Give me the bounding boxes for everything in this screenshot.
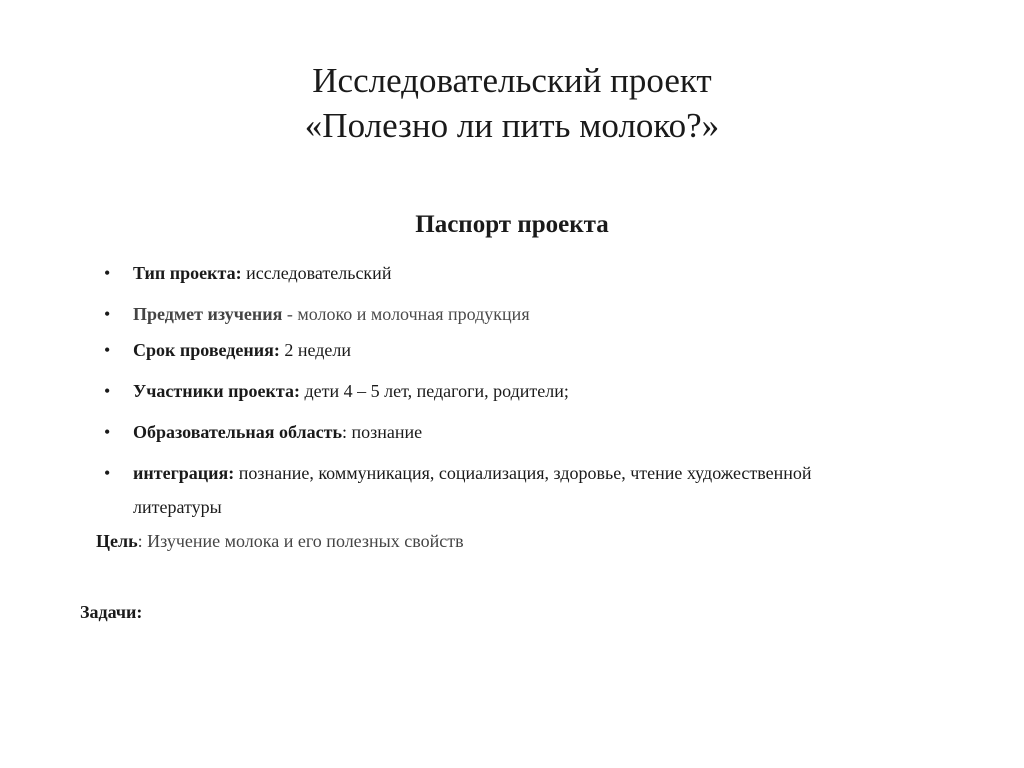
item-value: познание, коммуникация, социализация, здоровье, чтение художественной <box>238 463 812 483</box>
item-label: Предмет изучения <box>133 304 283 324</box>
item-value: познание <box>351 422 423 442</box>
bullet-icon: • <box>104 463 111 483</box>
tasks-heading: Задачи: <box>80 602 143 622</box>
item-label: Образовательная область <box>133 422 343 442</box>
title-line-1: Исследовательский проект <box>312 61 712 100</box>
title-line-2: «Полезно ли пить молоко?» <box>304 106 720 145</box>
goal-label: Цель <box>96 531 138 551</box>
bullet-icon: • <box>104 263 111 283</box>
passport-list: • Тип проекта: исследовательский • Предмет изучения - молоко и молочная продукция • Срок проведения: 2 недели • Участники проекта: дети 4 – 5 лет, педагоги, родители; • Образовательная область: познание • интеграция: познание, коммуникация, социализация, здоровье, чтение художественной литературы <box>104 263 812 517</box>
passport-heading: Паспорт проекта <box>415 211 609 238</box>
item-value: дети 4 – 5 лет, педагоги, родители; <box>304 381 569 401</box>
goal-value: Изучение молока и его полезных свойств <box>147 531 464 551</box>
list-item-integration-continuation: литературы <box>133 497 222 517</box>
bullet-icon: • <box>104 340 111 360</box>
project-goal: Цель: Изучение молока и его полезных свойств <box>96 531 464 551</box>
bullet-icon: • <box>104 422 111 442</box>
item-value: молоко и молочная продукция <box>297 304 530 324</box>
bullet-icon: • <box>104 381 111 401</box>
item-label: Тип проекта: <box>133 263 242 283</box>
item-label: Участники проекта: <box>133 381 300 401</box>
bullet-icon: • <box>104 304 111 324</box>
item-label: Срок проведения: <box>133 340 280 360</box>
item-value: исследовательский <box>246 263 392 283</box>
item-label: интеграция: <box>133 463 235 483</box>
item-value: 2 недели <box>284 340 352 360</box>
